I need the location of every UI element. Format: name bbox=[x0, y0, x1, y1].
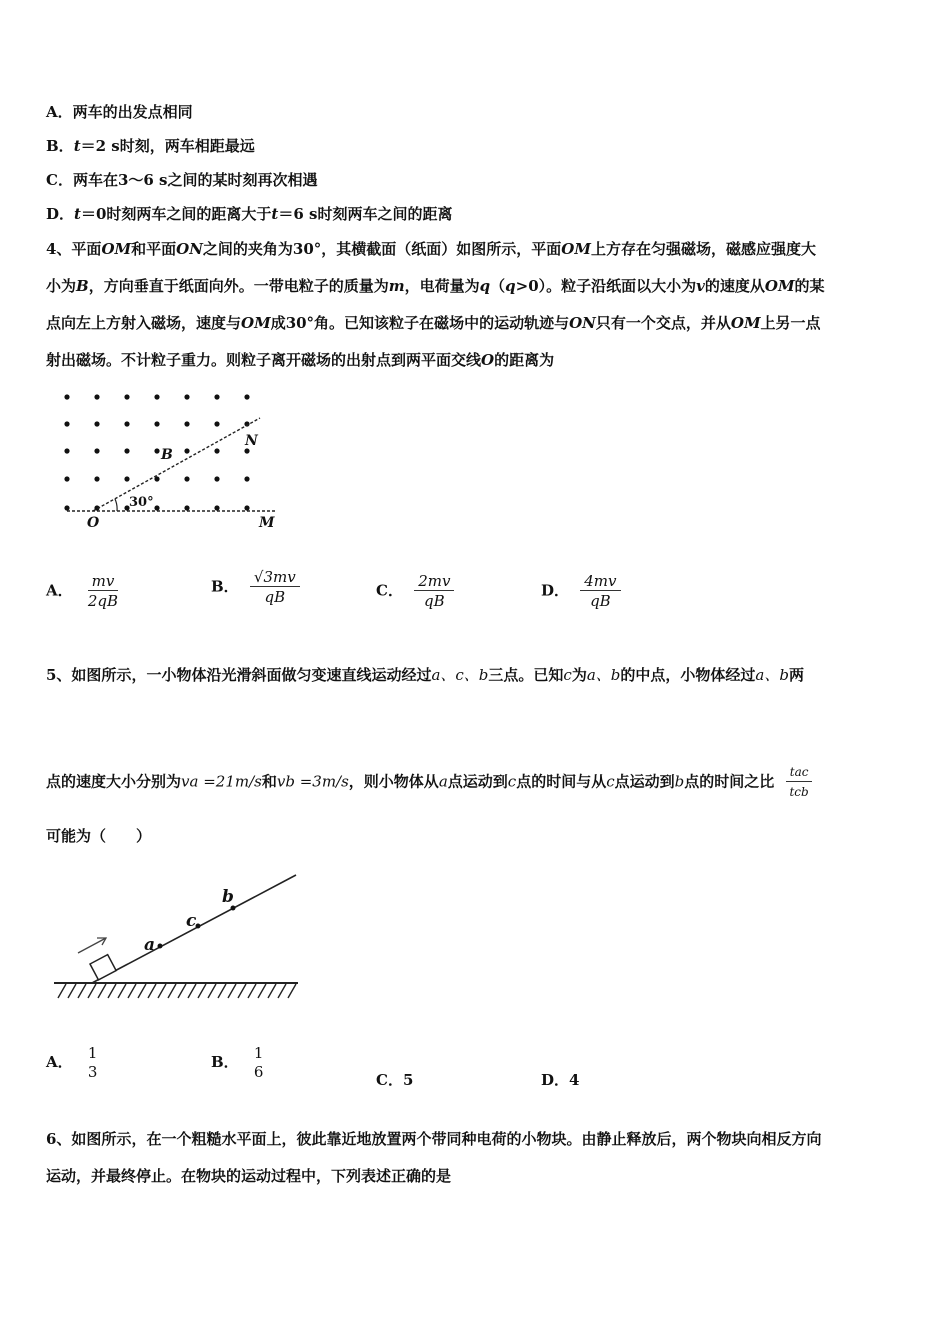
q4-option-d: D． $\frac{4mv}{qB}$ bbox=[541, 572, 621, 611]
q3-option-a: A．两车的出发点相同 bbox=[46, 103, 193, 121]
q4-text-line2: 小为B，方向垂直于纸面向外。一带电粒子的质量为m，电荷量为q（q>0）。粒子沿纸面以大小为v的速度从OM的某 bbox=[46, 277, 825, 295]
q4-text-line3: 点向左上方射入磁场，速度与OM成30°角。已知该粒子在磁场中的运动轨迹与ON只有一个交点，并从OM上另一点 bbox=[46, 314, 821, 332]
q4-text-line4: 射出磁场。不计粒子重力。则粒子离开磁场的出射点到两平面交线O的距离为 bbox=[46, 351, 555, 369]
label-N: N bbox=[245, 433, 258, 449]
q4-option-c: C． $\frac{2mv}{qB}$ bbox=[376, 572, 454, 611]
q3-option-b: B．t＝2 s时刻，两车相距最远 bbox=[46, 137, 255, 155]
label-b: b bbox=[222, 887, 234, 907]
q5-text-line2: 点的速度大小分别为va =21m/s和vb =3m/s，则小物体从a点运动到c点的时间与从c点运动到b点的时间之比 $\frac{\text{tac}}{\text{tcb}}$ bbox=[46, 763, 813, 802]
angle-arc bbox=[115, 499, 117, 511]
label-B: B bbox=[161, 447, 173, 463]
field-dots bbox=[64, 394, 249, 510]
q4-text-line1: 4、平面OM和平面ON之间的夹角为30°，其横截面（纸面）如图所示，平面OM上方存在匀强磁场，磁感应强度大 bbox=[46, 240, 816, 258]
q5-text-line3: 可能为（ ） bbox=[46, 827, 152, 845]
q6-text-line1: 6、如图所示，在一个粗糙水平面上，彼此靠近地放置两个带同种电荷的小物块。由静止释放后，两个物块向相反方向 bbox=[46, 1130, 822, 1148]
label-M: M bbox=[259, 515, 275, 531]
q3-option-d: D．t＝0时刻两车之间的距离大于t＝6 s时刻两车之间的距离 bbox=[46, 205, 453, 223]
point-a bbox=[158, 944, 163, 949]
q4-magnetic-field-figure bbox=[55, 385, 285, 535]
q6-text-line2: 运动，并最终停止。在物块的运动过程中，下列表述正确的是 bbox=[46, 1167, 452, 1185]
q5-option-c: C．5 bbox=[376, 1071, 414, 1089]
q3-option-c: C．两车在3～6 s之间的某时刻再次相遇 bbox=[46, 171, 318, 189]
q5-option-b: B． 1 6 bbox=[211, 1044, 264, 1081]
label-30deg: 30° bbox=[129, 495, 154, 510]
block bbox=[90, 955, 116, 980]
label-c: c bbox=[186, 911, 197, 931]
q4-option-b: B． $\frac{√3mv}{qB}$ bbox=[211, 568, 300, 607]
q5-option-d: D．4 bbox=[541, 1071, 580, 1089]
ground-hatch bbox=[58, 984, 296, 998]
q5-option-a: A． 1 3 bbox=[46, 1044, 98, 1081]
q4-option-a: A． $\frac{mv}{2qB}$ bbox=[46, 572, 119, 610]
q5-incline-figure bbox=[50, 868, 305, 1003]
label-a: a bbox=[144, 935, 156, 955]
plane-ON bbox=[93, 418, 260, 511]
label-O: O bbox=[87, 515, 100, 531]
q5-text-line1: 5、如图所示，一小物体沿光滑斜面做匀变速直线运动经过a、c、b三点。已知c为a、b的中点，小物体经过a、b两 bbox=[46, 666, 804, 684]
motion-arrow bbox=[78, 938, 106, 953]
